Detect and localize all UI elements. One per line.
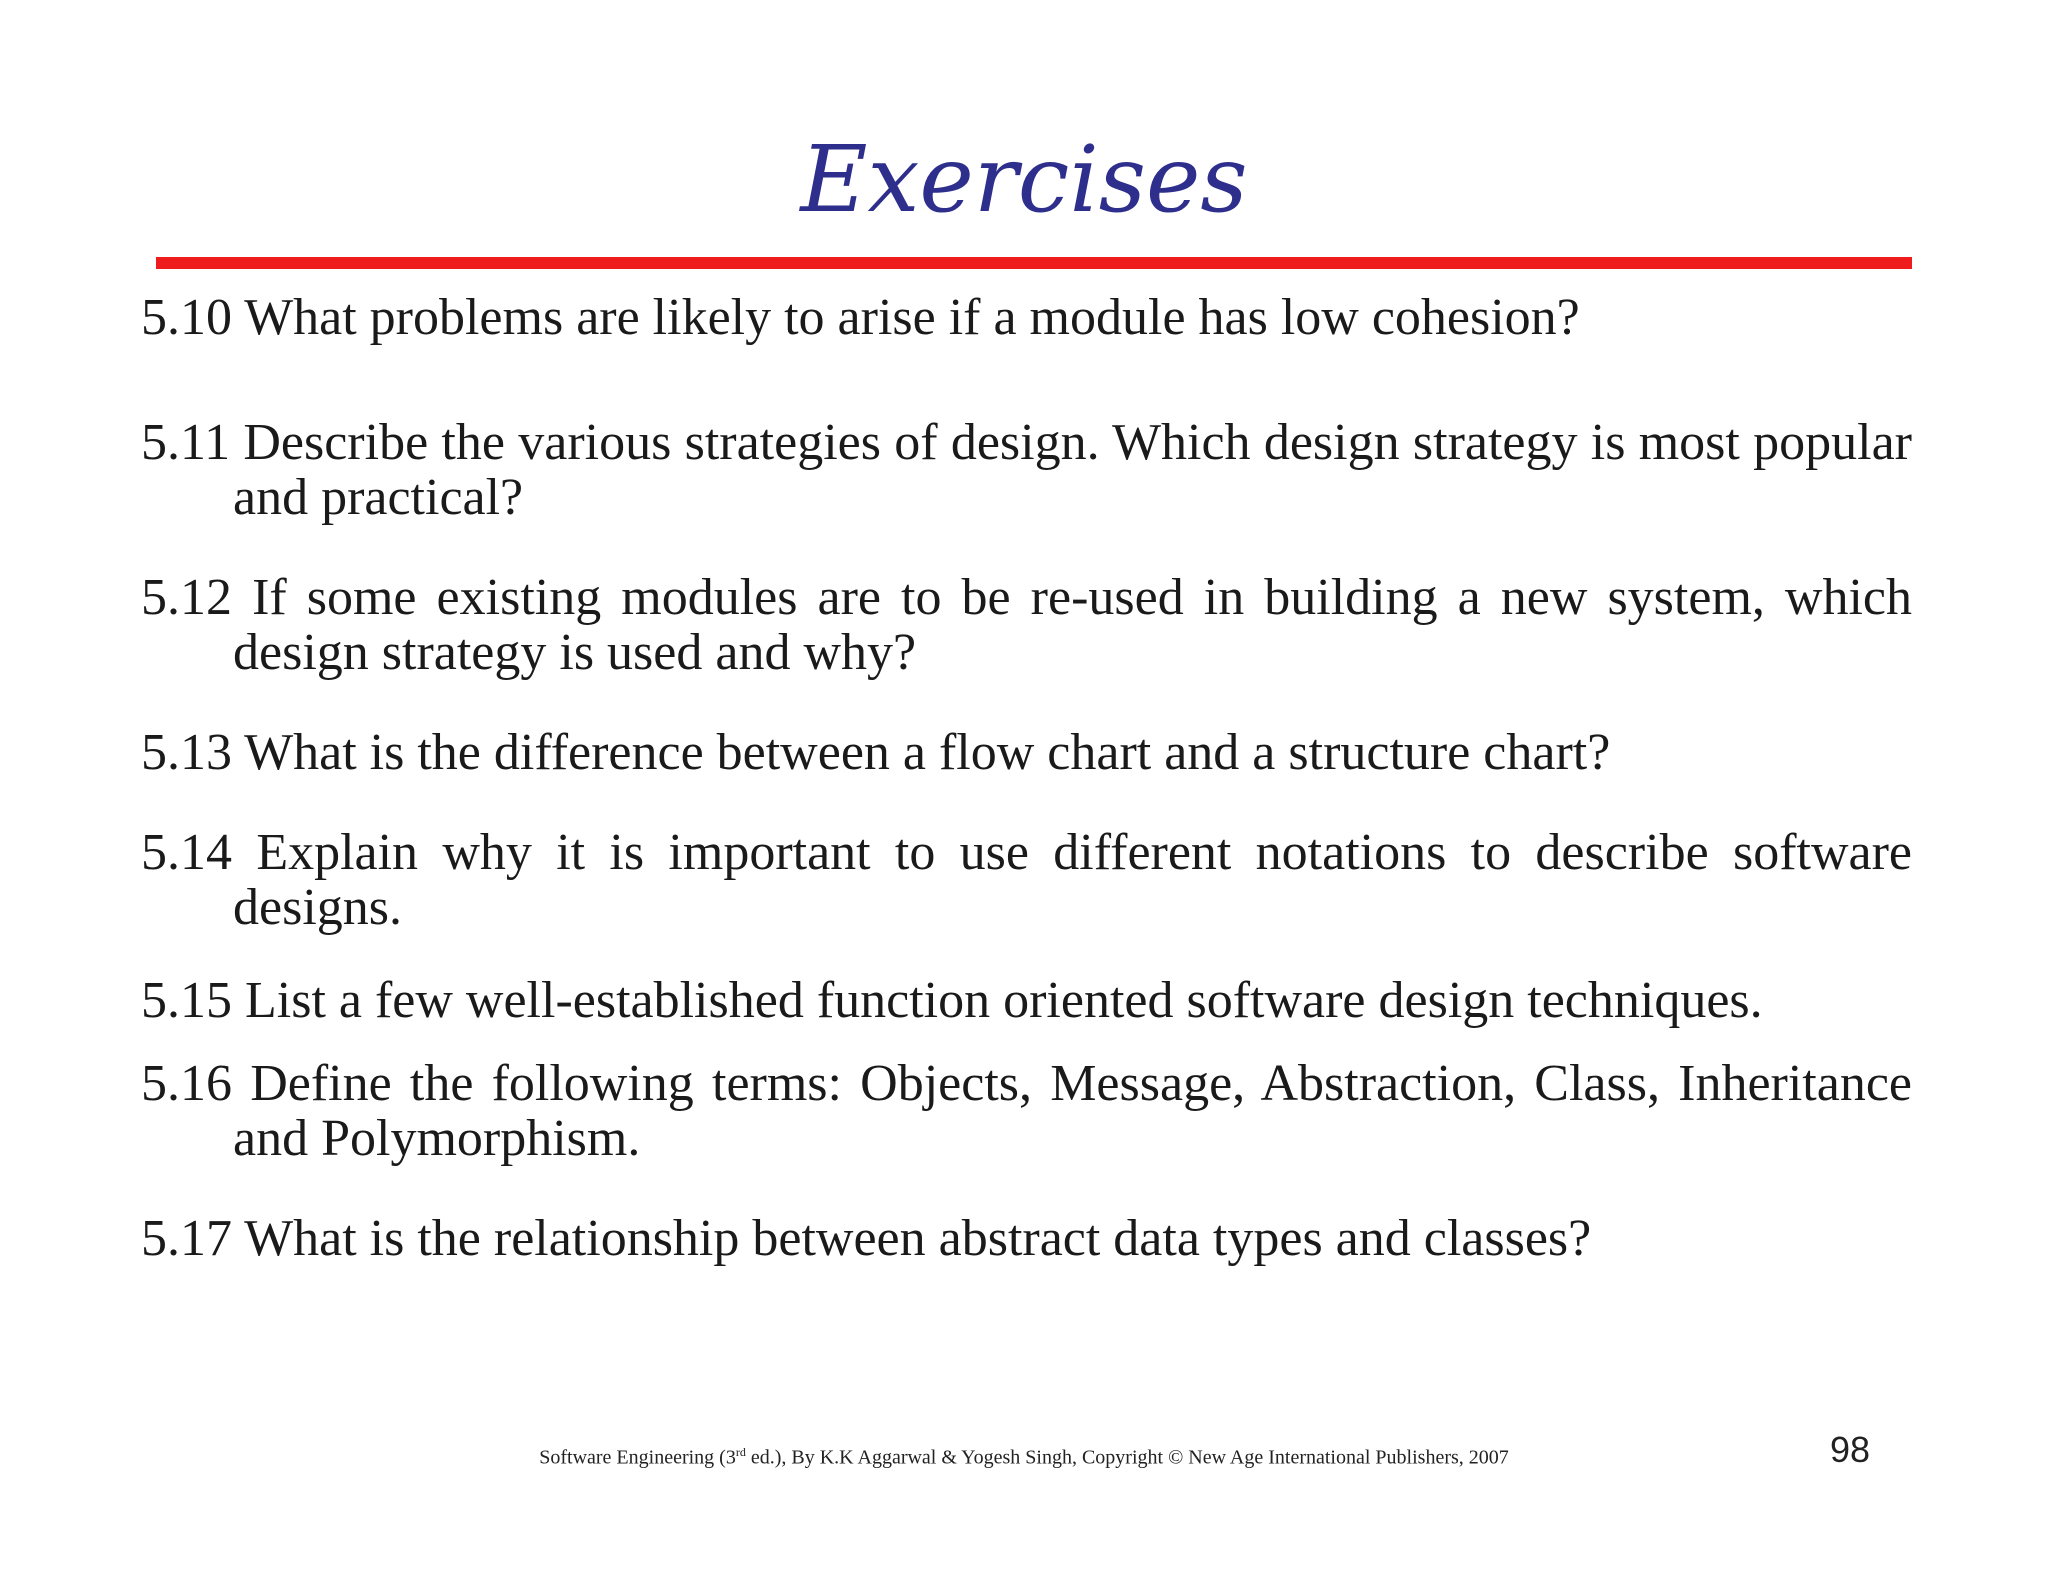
footer-citation	[0, 1440, 2048, 1470]
exercise-number: 5.15	[141, 972, 232, 1029]
exercise-text: Describe the various strategies of design. Which design strategy is most popular and practical?	[233, 414, 1912, 526]
exercise-text: Explain why it is important to use different notations to describe software designs.	[233, 824, 1912, 936]
exercise-number: 5.11	[141, 414, 231, 471]
exercise-number: 5.17	[141, 1210, 232, 1267]
exercise-item	[141, 725, 1912, 780]
exercise-text: What is the difference between a flow chart and a structure chart?	[244, 724, 1611, 781]
exercise-item	[141, 1056, 1912, 1166]
exercise-text: List a few well-established function oriented software design techniques.	[245, 972, 1763, 1029]
exercise-item	[141, 570, 1912, 680]
footer-citation-superscript: rd	[735, 1445, 746, 1459]
title-divider	[156, 257, 1912, 269]
exercise-text: If some existing modules are to be re-used in building a new system, which design strategy is used and why?	[233, 569, 1913, 681]
exercise-list	[141, 290, 1912, 1266]
exercise-number: 5.12	[141, 569, 232, 626]
exercise-text: Define the following terms: Objects, Message, Abstraction, Class, Inheritance and Polymorphism.	[233, 1055, 1912, 1167]
exercise-number: 5.10	[141, 289, 232, 346]
exercise-text: What problems are likely to arise if a module has low cohesion?	[244, 289, 1580, 346]
exercise-number: 5.16	[141, 1055, 232, 1112]
page-number: 98	[1830, 1429, 1871, 1470]
exercise-item	[141, 415, 1912, 525]
exercise-item	[141, 973, 1912, 1028]
footer-citation-start: Software Engineering (3	[539, 1446, 736, 1469]
exercise-text: What is the relationship between abstract data types and classes?	[244, 1210, 1592, 1267]
exercise-item	[141, 825, 1912, 935]
slide-title: Exercises	[800, 126, 1248, 233]
exercise-number: 5.13	[141, 724, 232, 781]
exercise-item	[141, 1211, 1912, 1266]
exercise-number: 5.14	[141, 824, 232, 881]
footer-citation-end: ed.), By K.K Aggarwal & Yogesh Singh, Copyright © New Age International Publishers, 2007	[745, 1446, 1509, 1469]
exercise-item	[141, 290, 1912, 345]
